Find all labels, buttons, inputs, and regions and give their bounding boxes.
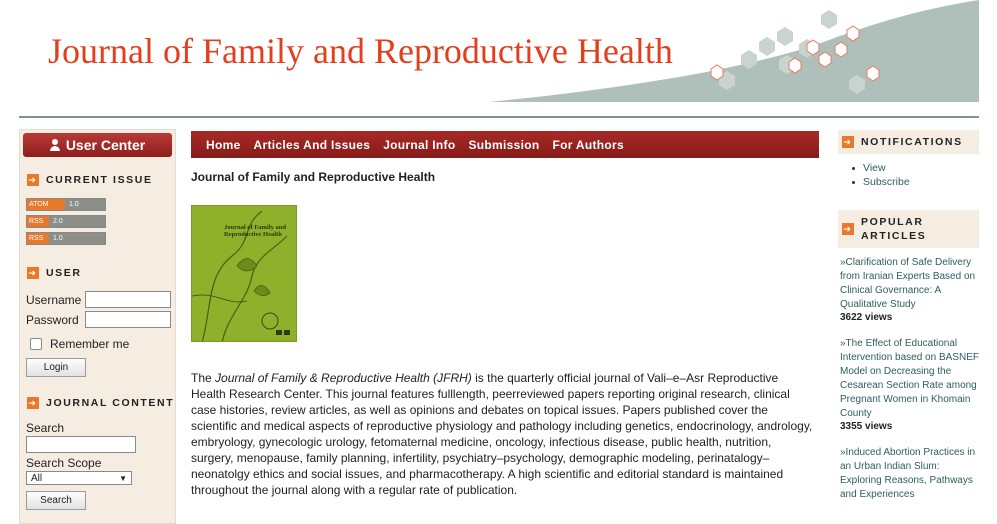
header-hexagon-graphic [489,0,979,102]
site-header [0,0,997,118]
article-views: 3355 views [840,421,893,432]
main-nav [191,131,819,158]
intro-prefix: The [191,371,216,385]
login-button[interactable]: Login [26,358,86,377]
feed-type: RSS [27,233,49,244]
arrow-right-icon: ➔ [28,398,38,408]
nav-for-authors[interactable]: For Authors [552,137,624,152]
nav-submission[interactable]: Submission [468,137,540,152]
article-views: 3622 views [840,312,893,323]
user-center-label: User Center [65,137,146,153]
chevron-down-icon: ▼ [119,473,127,483]
search-button[interactable]: Search [26,491,86,510]
bullet-icon [852,167,855,170]
arrow-right-icon: ➔ [28,175,38,185]
arrow-right-icon: ➔ [843,137,853,147]
popular-title-line2: ARTICLES [861,230,927,242]
journal-content-title: JOURNAL CONTENT [46,397,175,409]
popular-articles-heading [838,210,979,248]
cover-title: Journal of Family and Reproductive Health [224,224,286,238]
journal-cover-image[interactable] [191,205,297,342]
popular-article-link[interactable]: »Clarification of Safe Delivery from Iranian Experts Based on Clinical Governance: A Qualitative Study [840,257,976,310]
search-scope-label: Search Scope [26,456,102,470]
notifications-subscribe-link[interactable]: Subscribe [863,176,910,188]
search-scope-value: All [31,472,43,484]
feed-version: 2.0 [49,216,105,227]
left-sidebar [19,129,176,524]
feed-version: 1.0 [65,199,105,210]
nav-journal-info[interactable]: Journal Info [383,137,456,152]
site-title[interactable]: Journal of Family and Reproductive Health [48,31,673,71]
password-input[interactable] [85,311,171,328]
journal-content-heading [27,397,175,409]
bullet-icon [852,181,855,184]
password-label: Password [26,312,79,327]
nav-home[interactable]: Home [206,137,241,152]
user-icon [50,139,60,151]
page-title: Journal of Family and Reproductive Health [191,170,436,184]
search-input[interactable] [26,436,136,453]
journal-description [191,370,816,498]
atom-feed-link[interactable] [26,198,106,211]
search-scope-select[interactable] [26,471,132,485]
popular-article-link[interactable]: »The Effect of Educational Intervention based on BASNEF Model on Decreasing the Cesarean Section Rate among Pregnant Women in Khomain County [840,338,979,419]
feed-type: ATOM [27,199,65,210]
username-label: Username [26,292,82,307]
popular-article-link[interactable]: »Induced Abortion Practices in an Urban Indian Slum: Exploring Reasons, Pathways and Experiences [840,447,976,500]
rss1-feed-link[interactable] [26,232,106,245]
user-title: USER [46,267,82,279]
user-center-button[interactable] [23,133,172,157]
right-sidebar [838,130,979,502]
current-issue-title: CURRENT ISSUE [46,174,153,186]
intro-text: is the quarterly official journal of Vali–e–Asr Reproductive Health Research Center. This journal features fulllength, peerreviewed papers reporting original research, clinical case histories, review articles, as well as opinions and debates on topical issues. Papers published cover the scientific and medical aspects of reproductive physiology and pathology including genetics, endocrinology, andrology, embryology, gynecologic urology, fetomaternal medicine, oncology, infectious disease, public health, nutrition, surgery, menopause, family planning, infertility, psychiatry–psychology, demographic modeling, perinatalogy–neonatolgy ethics and social issues, and pharmacotherapy. A high scientific and editorial standard is maintained throughout the journal along with a regular rate of publication. [191,371,813,497]
user-heading [27,267,175,279]
popular-title-line1: POPULAR [861,216,924,228]
arrow-right-icon: ➔ [28,268,38,278]
remember-me-label: Remember me [50,337,130,351]
feed-version: 1.0 [49,233,105,244]
current-issue-heading [27,174,175,186]
search-label: Search [26,421,65,435]
rss2-feed-link[interactable] [26,215,106,228]
notifications-title: NOTIFICATIONS [861,136,963,148]
notifications-heading [838,130,979,154]
nav-articles-and-issues[interactable]: Articles And Issues [253,137,371,152]
intro-journal-name: Journal of Family & Reproductive Health (JFRH) [215,371,472,385]
notifications-view-link[interactable]: View [863,162,886,174]
username-input[interactable] [85,291,171,308]
arrow-right-icon: ➔ [843,224,853,234]
feed-type: RSS [27,216,49,227]
header-divider [19,116,979,118]
remember-me-checkbox[interactable] [30,338,42,350]
